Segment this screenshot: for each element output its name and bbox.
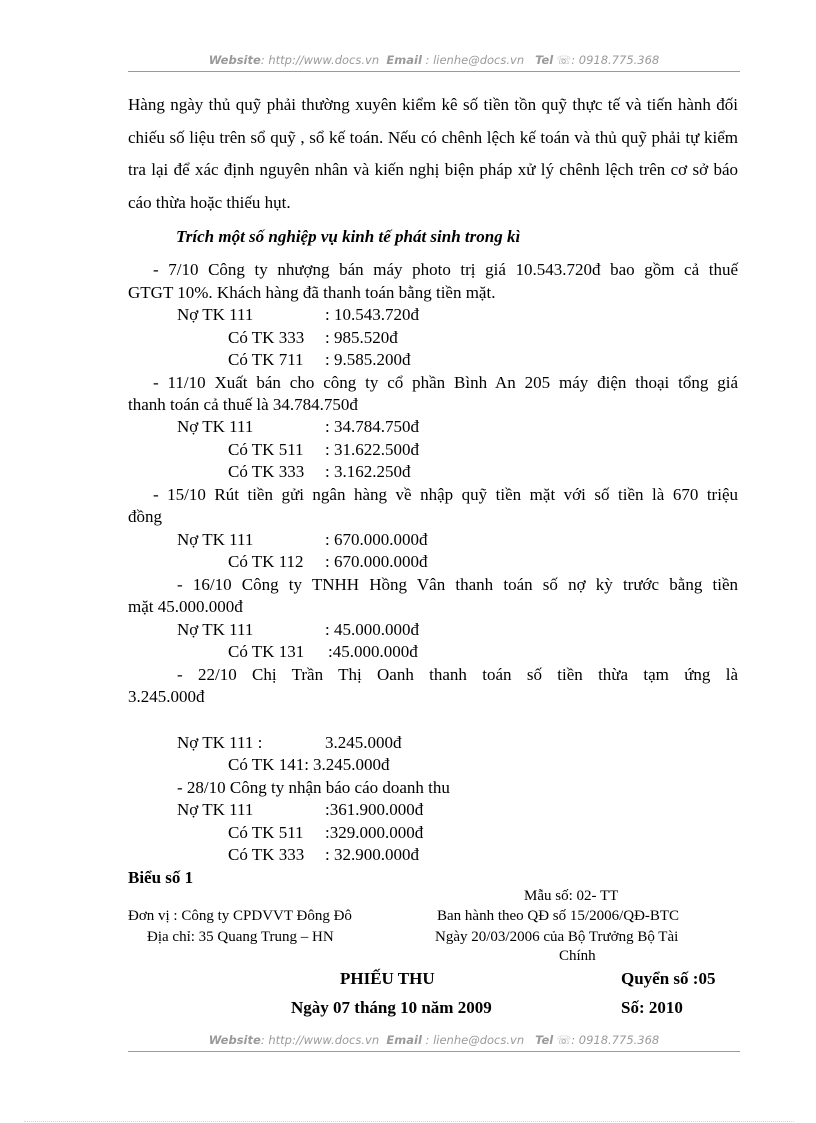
intro-paragraph: Hàng ngày thủ quỹ phải thường xuyên kiểm kê số tiền tồn quỹ thực tế và tiến hành đối chiếu số liệu trên sổ quỹ , sổ kế toán. Nếu có chênh lệch kế toán và thủ quỹ phải tự kiểm tra lại để xác định nguyên nhân và kiến nghị biện pháp xử lý chênh lệch trên cơ sở báo cáo thừa hoặc thiếu hụt. — [128, 95, 738, 212]
t1-entry3-account: Có TK 711 — [228, 350, 304, 369]
t3-entry2-account: Có TK 112 — [228, 552, 304, 571]
t3-entry1-account: Nợ TK 111 — [177, 530, 254, 549]
tel-label: Tel — [535, 53, 554, 67]
t2-entry2-amount: : 31.622.500đ — [325, 440, 419, 459]
receipt-date: Ngày 07 tháng 10 năm 2009 — [291, 998, 492, 1017]
t6-entry2-amount: :329.000.000đ — [325, 823, 424, 842]
t6-entry1-amount: :361.900.000đ — [325, 800, 424, 819]
t3-entry2-amount: : 670.000.000đ — [325, 552, 428, 571]
ngay-qd: Ngày 20/03/2006 của Bộ Trưởng Bộ Tài — [435, 929, 679, 945]
t1-entry3-amount: : 9.585.200đ — [325, 350, 411, 369]
page-header — [128, 53, 740, 67]
t2-entry3-account: Có TK 333 — [228, 462, 305, 481]
t6-entry1-account: Nợ TK 111 — [177, 800, 254, 819]
footer-website-value: : http://www.docs.vn — [260, 1033, 380, 1047]
t6-entry3-amount: : 32.900.000đ — [325, 845, 419, 864]
phone-icon: ☏ — [556, 53, 572, 67]
t3-line2: đồng — [128, 507, 162, 526]
footer-phone-icon: ☏ — [556, 1033, 572, 1047]
email-label: Email — [386, 53, 422, 67]
t4-line2: mặt 45.000.000đ — [128, 597, 243, 616]
page-edge-divider — [24, 1121, 794, 1122]
t1-entry2-account: Có TK 333 — [228, 328, 305, 347]
t2-line1: - 11/10 Xuất bán cho công ty cổ phần Bình An 205 máy điện thoại tổng giá — [153, 373, 738, 392]
t1-entry2-amount: : 985.520đ — [325, 328, 398, 347]
t6-entry3-account: Có TK 333 — [228, 845, 305, 864]
dia-chi: Địa chỉ: 35 Quang Trung – HN — [147, 929, 334, 945]
t5-line2: 3.245.000đ — [128, 687, 205, 706]
receipt-number: Số: 2010 — [621, 998, 683, 1017]
chinh: Chính — [559, 948, 596, 964]
website-label: Website — [208, 53, 261, 67]
t2-entry1-account: Nợ TK 111 — [177, 417, 254, 436]
t4-entry2-account: Có TK 131 — [228, 642, 305, 661]
t4-entry2-amount: :45.000.000đ — [328, 642, 418, 661]
t3-line1: - 15/10 Rút tiền gửi ngân hàng về nhập quỹ tiền mặt với số tiền là 670 triệu — [153, 485, 738, 504]
t5-entry2-account: Có TK 141: — [228, 755, 309, 774]
t4-line1: - 16/10 Công ty TNHH Hồng Vân thanh toán số nợ kỳ trước bằng tiền — [177, 575, 738, 594]
form-title: Biểu số 1 — [128, 868, 194, 887]
t2-entry1-amount: : 34.784.750đ — [325, 417, 419, 436]
footer-email-label: Email — [386, 1033, 422, 1047]
t4-entry1-amount: : 45.000.000đ — [325, 620, 419, 639]
t4-entry1-account: Nợ TK 111 — [177, 620, 254, 639]
t2-entry2-account: Có TK 511 — [228, 440, 304, 459]
ban-hanh: Ban hành theo QĐ số 15/2006/QĐ-BTC — [437, 908, 680, 924]
t5-entry2-amount: 3.245.000đ — [313, 755, 390, 774]
footer-tel-label: Tel — [535, 1033, 554, 1047]
t2-entry3-amount: : 3.162.250đ — [325, 462, 411, 481]
footer-email-value: : lienhe@docs.vn — [421, 1033, 525, 1047]
footer-tel-value: : 0918.775.368 — [571, 1033, 660, 1047]
t6-entry2-account: Có TK 511 — [228, 823, 304, 842]
footer-website-label: Website — [208, 1033, 261, 1047]
t5-line1: - 22/10 Chị Trần Thị Oanh thanh toán số tiền thừa tạm ứng là — [177, 665, 738, 684]
t1-line2: GTGT 10%. Khách hàng đã thanh toán bằng tiền mặt. — [128, 283, 496, 302]
section-heading: Trích một số nghiệp vụ kinh tế phát sinh trong kì — [176, 227, 521, 246]
mau-so: Mẫu số: 02- TT — [524, 888, 619, 904]
t5-entry1-account: Nợ TK 111 : — [177, 733, 263, 752]
t1-entry1-account: Nợ TK 111 — [177, 305, 254, 324]
quyen-so: Quyển số :05 — [621, 969, 716, 988]
t3-entry1-amount: : 670.000.000đ — [325, 530, 428, 549]
t1-line1: - 7/10 Công ty nhượng bán máy photo trị giá 10.543.720đ bao gồm cả thuế — [153, 260, 738, 279]
website-value: : http://www.docs.vn — [260, 53, 380, 67]
header-rule — [128, 71, 740, 72]
page-footer — [128, 1033, 740, 1047]
t2-line2: thanh toán cả thuế là 34.784.750đ — [128, 395, 358, 414]
don-vi: Đơn vị : Công ty CPDVVT Đông Đô — [128, 908, 352, 924]
email-value: : lienhe@docs.vn — [421, 53, 525, 67]
footer-rule — [128, 1051, 740, 1052]
t6-line1: - 28/10 Công ty nhận báo cáo doanh thu — [177, 778, 450, 797]
t5-entry1-amount: 3.245.000đ — [325, 733, 402, 752]
t1-entry1-amount: : 10.543.720đ — [325, 305, 419, 324]
phieu-thu-title: PHIẾU THU — [340, 969, 435, 988]
tel-value: : 0918.775.368 — [571, 53, 660, 67]
